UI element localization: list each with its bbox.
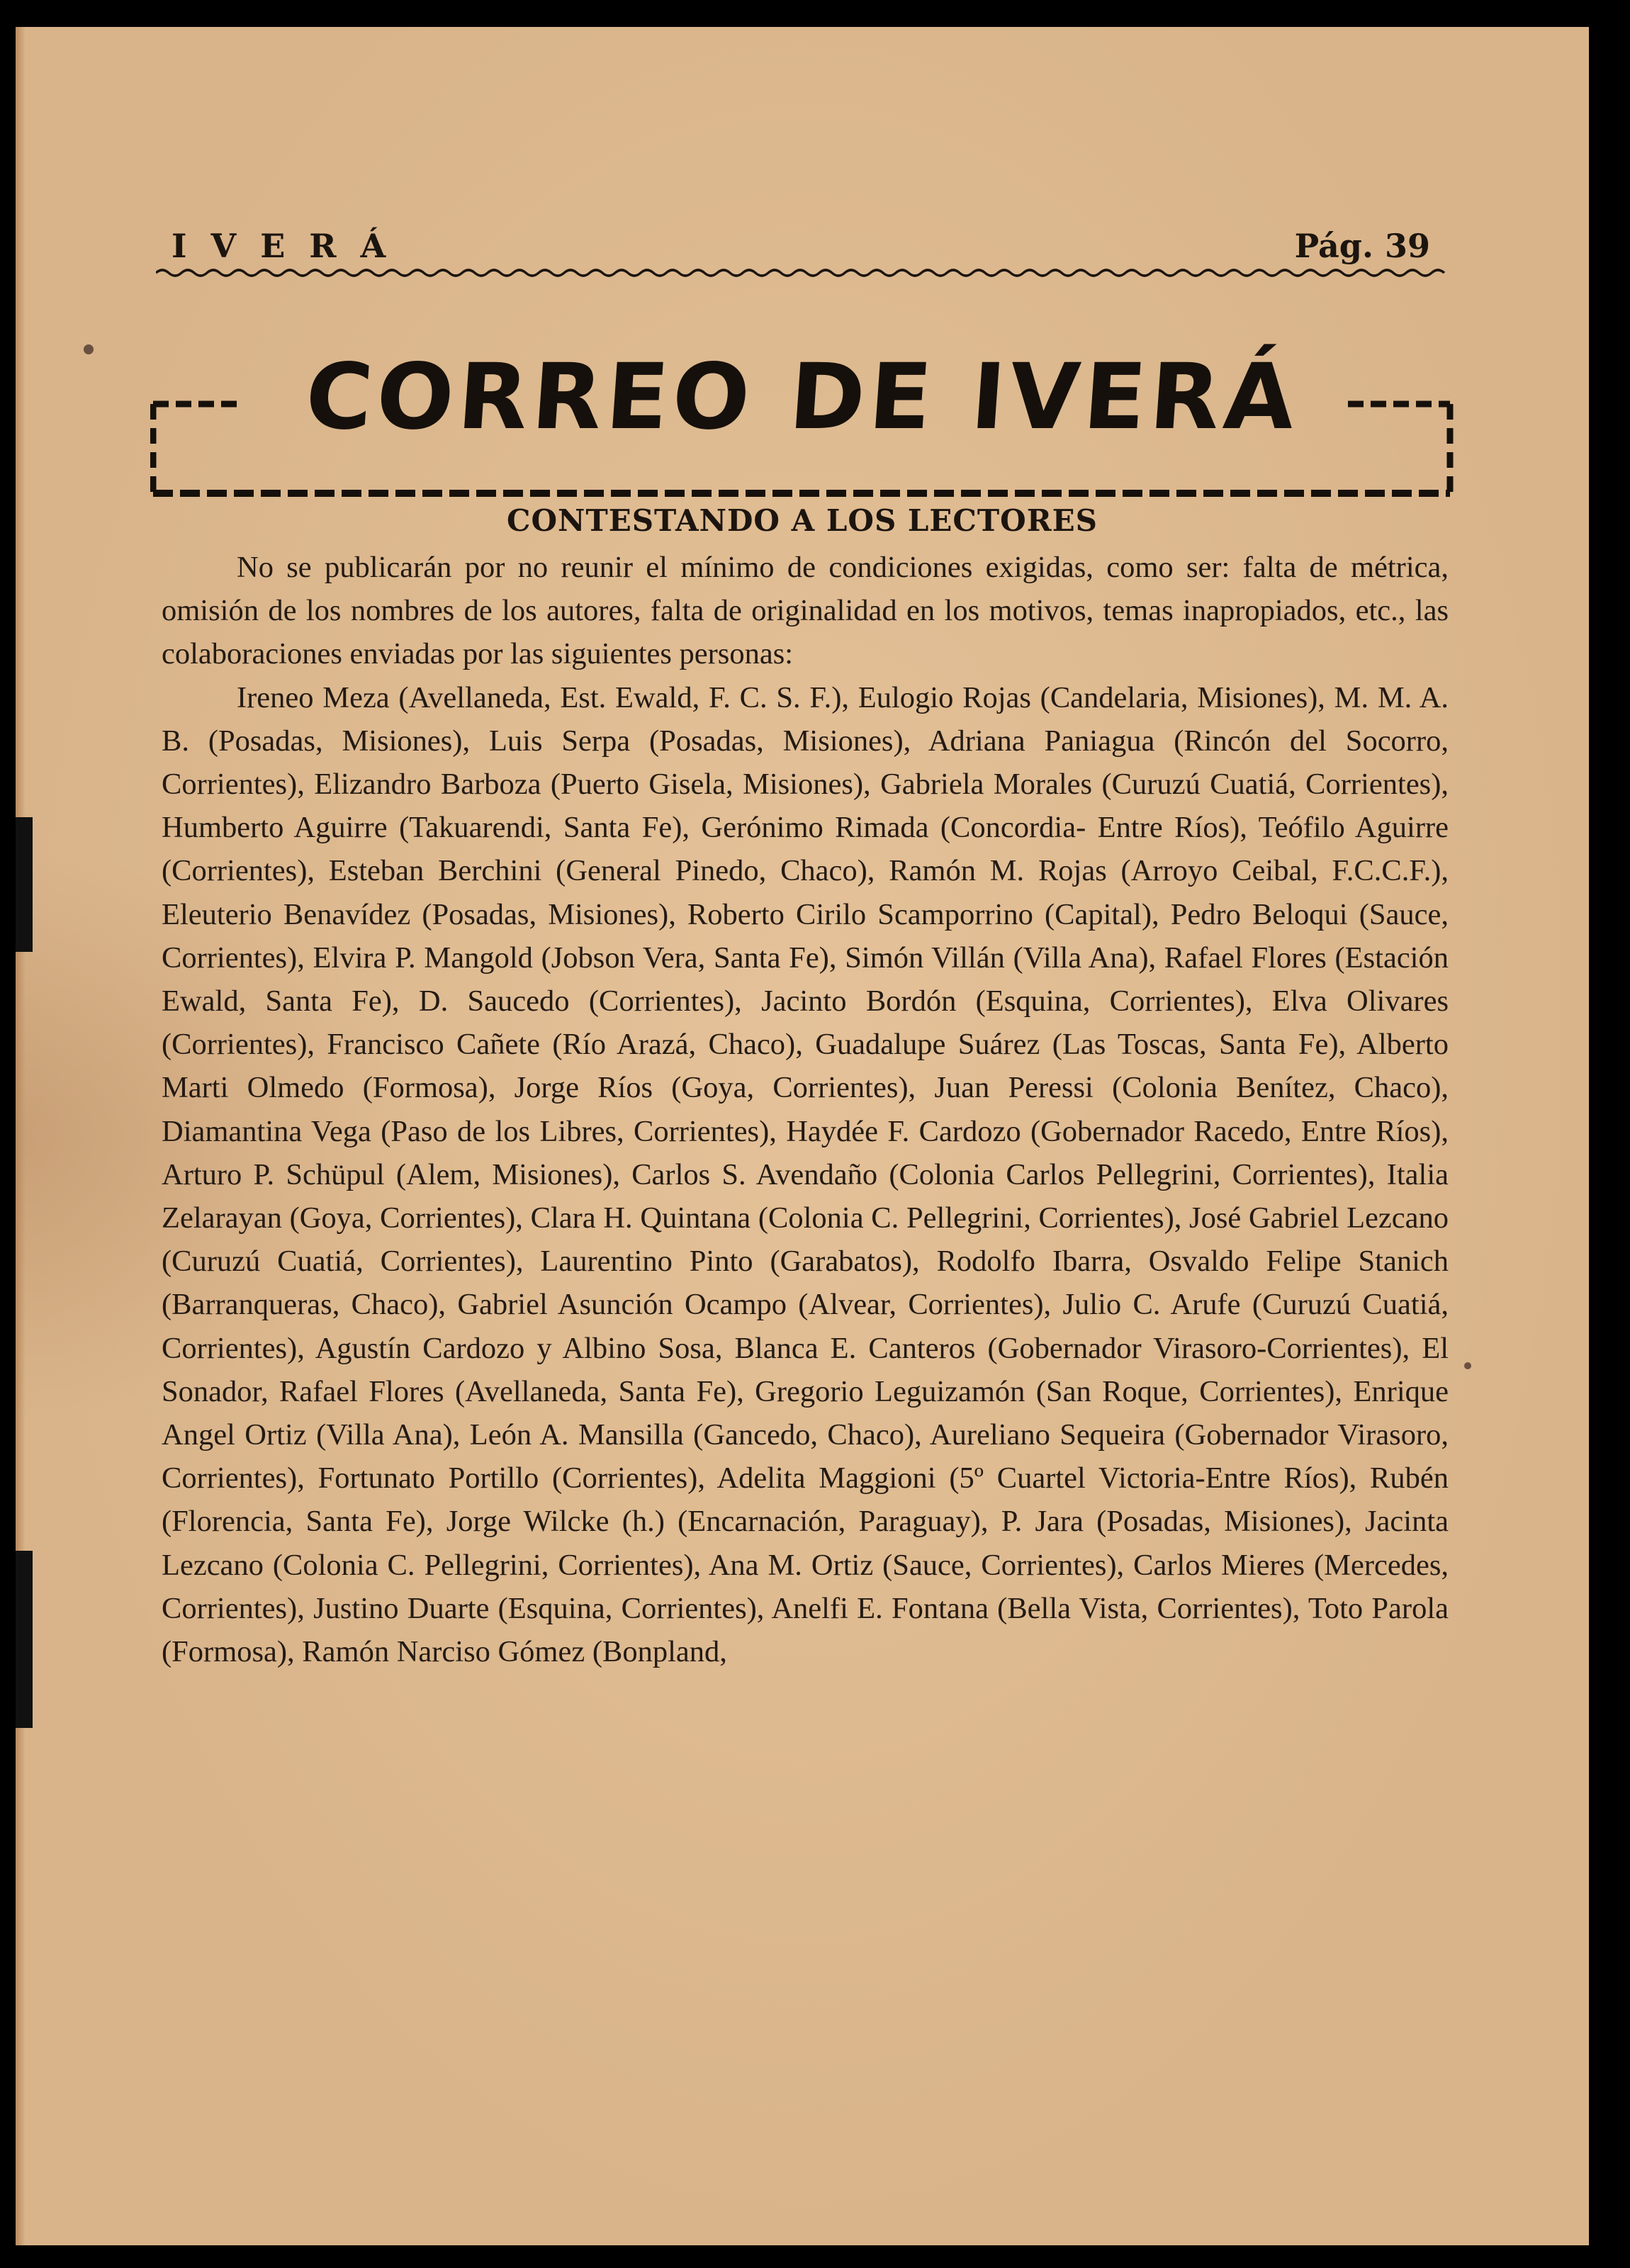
punch-hole	[84, 344, 94, 354]
article-body	[162, 546, 1449, 1673]
magazine-page	[16, 27, 1589, 2245]
magazine-name: IVERÁ	[172, 227, 410, 265]
ink-speck	[1464, 1362, 1471, 1369]
page-spine-shadow	[16, 27, 26, 2245]
running-header	[156, 227, 1446, 276]
wavy-rule	[156, 266, 1446, 279]
binding-mark	[16, 1551, 33, 1728]
intro-paragraph: No se publicarán por no reunir el mínimo de condiciones exigidas, como ser: falta de métrica, omisión de los nombres de los autores, falta de originalidad en los motivos, temas inapropiados, etc., las colaboraciones enviadas por las siguientes personas:	[162, 551, 1449, 671]
binding-mark	[16, 817, 33, 952]
section-banner	[150, 339, 1454, 502]
names-paragraph: Ireneo Meza (Avellaneda, Est. Ewald, F. C. S. F.), Eulogio Rojas (Candelaria, Misiones), M. M. A. B. (Posadas, Misiones), Luis Serpa (Posadas, Misiones), Adriana Paniagua (Rincón del Socorro, Corrientes), Elizandro Barboza (Puerto Gisela, Misiones), Gabriela Morales (Curuzú Cuatiá, Corrientes), Humberto Aguirre (Takuarendi, Santa Fe), Gerónimo Rimada (Concordia- Entre Ríos), Teófilo Aguirre (Corrientes), Esteban Berchini (General Pinedo, Chaco), Ramón M. Rojas (Arroyo Ceibal, F.C.C.F.), Eleuterio Benavídez (Posadas, Misiones), Roberto Cirilo Scamporrino (Capital), Pedro Beloqui (Sauce, Corrientes), Elvira P. Mangold (Jobson Vera, Santa Fe), Simón Villán (Villa Ana), Rafael Flores (Estación Ewald, Santa Fe), D. Saucedo (Corrientes), Jacinto Bordón (Esquina, Corrientes), Elva Olivares (Corrientes), Francisco Cañete (Río Arazá, Chaco), Guadalupe Suárez (Las Toscas, Santa Fe), Alberto Marti Olmedo (Formosa), Jorge Ríos (Goya, Corrientes), Juan Peressi (Colonia Benítez, Chaco), Diamantina Vega (Paso de los Libres, Corrientes), Haydée F. Cardozo (Gobernador Racedo, Entre Ríos), Arturo P. Schüpul (Alem, Misiones), Carlos S. Avendaño (Colonia Carlos Pellegrini, Corrientes), Italia Zelarayan (Goya, Corrientes), Clara H. Quintana (Colonia C. Pellegrini, Corrientes), José Gabriel Lezcano (Curuzú Cuatiá, Corrientes), Laurentino Pinto (Garabatos), Rodolfo Ibarra, Osvaldo Felipe Stanich (Barranqueras, Chaco), Gabriel Asunción Ocampo (Alvear, Corrientes), Julio C. Arufe (Curuzú Cuatiá, Corrientes), Agustín Cardozo y Albino Sosa, Blanca E. Canteros (Gobernador Virasoro-Corrientes), El Sonador, Rafael Flores (Avellaneda, Santa Fe), Gregorio Leguizamón (San Roque, Corrientes), Enrique Angel Ortiz (Villa Ana), León A. Mansilla (Gancedo, Chaco), Aureliano Sequeira (Gobernador Virasoro, Corrientes), Fortunato Portillo (Corrientes), Adelita Maggioni (5º Cuartel Victoria-Entre Ríos), Rubén (Florencia, Santa Fe), Jorge Wilcke (h.) (Encarnación, Paraguay), P. Jara (Posadas, Misiones), Jacinta Lezcano (Colonia C. Pellegrini, Corrientes), Ana M. Ortiz (Sauce, Corrientes), Carlos Mieres (Mercedes, Corrientes), Justino Duarte (Esquina, Corrientes), Anelfi E. Fontana (Bella Vista, Corrientes), Toto Parola (Formosa), Ramón Narciso Gómez (Bonpland,	[162, 680, 1449, 1669]
banner-title: CORREO DE IVERÁ	[302, 344, 1303, 450]
section-heading: CONTESTANDO A LOS LECTORES	[507, 503, 1098, 538]
page-number: Pág. 39	[1294, 227, 1430, 265]
